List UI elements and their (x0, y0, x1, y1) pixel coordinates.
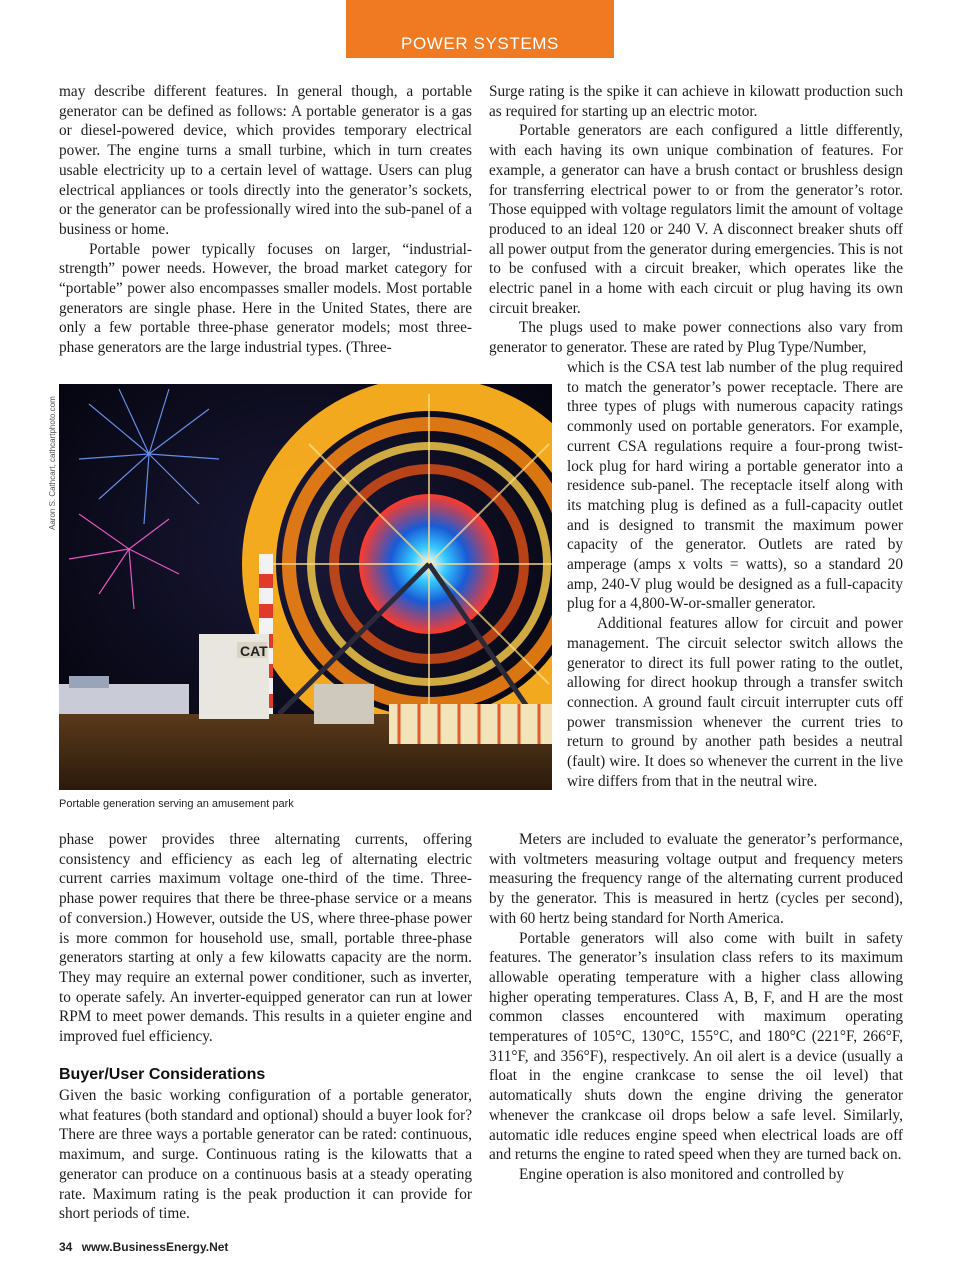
body-paragraph: which is the CSA test lab number of the plug required to match the generator’s power receptacle. There are three types of plugs with numerous capacity ratings commonly used on portable generators. For example, current CSA regulations require a four-prong twist-lock plug for hard wiring a portable generator into a residence sub-panel. The receptacle itself along with its matching plug is defined as a full-capacity outlet and is designed to transmit the maximum power capacity of the generator. Outlets are rated by amperage (amps x volts = watts), so a standard 20 amp, 240-V plug would be designed as a full-capacity plug for a 4,800-W-or-smaller generator. (567, 359, 903, 613)
amusement-park-photo (59, 384, 552, 790)
photo-credit: Aaron S. Cathcart, cathcartphoto.com (48, 396, 57, 530)
left-column-section (59, 1086, 472, 1224)
right-column-inset (567, 358, 903, 791)
body-paragraph: Portable generators are each configured a little differently, with each having its own unique combination of features. For example, a generator can have a brush contact or brushless design for transferring electrical power to or from the generator’s rotor. Those equipped with voltage regulators limit the amount of voltage produced to an ideal 120 or 240 V. A disconnect breaker shuts off all power output from the generator during emergencies. This is not to be confused with a circuit breaker, which operates like the electric panel in a home with each circuit or plug having its own circuit breaker. (489, 122, 903, 317)
photo-illustration (59, 384, 552, 790)
section-title: POWER SYSTEMS (401, 34, 559, 53)
cat-generator (199, 634, 269, 719)
right-column-top (489, 82, 903, 358)
footer-url[interactable]: www.BusinessEnergy.Net (81, 1240, 229, 1254)
body-paragraph: may describe different features. In general though, a portable generator can be defined as follows: A portable generator is a gas or diesel-powered device, which provides temporary electrical power. The engine turns a small turbine, which in turn creates usable electricity up to a certain level of wattage. Users can plug electrical appliances or tools directly into the generator’s sockets, or the generator can be professionally wired into the sub-panel of a business or home. (59, 83, 472, 238)
cat-sign: CAT (240, 643, 268, 659)
left-column-bottom (59, 830, 472, 1047)
photo-caption: Portable generation serving an amusement park (59, 798, 294, 810)
body-paragraph: phase power provides three alternating currents, offering consistency and efficiency as each leg of alternating electric current carries maximum voltage one-third of the time. Three-phase power requires that there be three-phase service or a means of conversion.) However, outside the US, where three-phase power is more common for household use, small, portable three-phase generators starting at only a few kilowatts capacity are the norm. They may require an external power conditioner, such as inverter, to operate safely. An inverter-equipped generator can run at lower RPM to meet power demands. This results in a quieter engine and improved fuel efficiency. (59, 831, 472, 1046)
stairs (314, 684, 374, 724)
body-paragraph: Meters are included to evaluate the generator’s performance, with voltmeters measuring voltage output and frequency meters measuring the frequency range of the alternating current produced by the generator. This is measured in hertz (cycles per second), with 60 hertz being standard for North America. (489, 831, 903, 927)
body-paragraph: Portable generators will also come with built in safety features. The generator’s insulation class refers to its maximum allowable operating temperature with a higher class allowing higher operating temperatures. Class A, B, F, and H are the most common classes encountered with maximum operating temperatures of 105°C, 130°C, 155°C, and 180°C (221°F, 266°F, 311°F, and 356°F), respectively. An oil alert is a device (usually a float in the engine crankcase to sense the oil level) that automatically shuts down the engine driving the generator whenever the crankcase oil drops below a safe level. Similarly, automatic idle reduces engine speed when electrical loads are off and returns the engine to rated speed when they are turned back on. (489, 929, 903, 1164)
section-header-tab (346, 0, 614, 58)
platform-fence (389, 704, 552, 744)
page-footer (59, 1240, 228, 1254)
section-heading: Buyer/User Considerations (59, 1066, 266, 1083)
left-column-top (59, 82, 472, 358)
body-paragraph: Surge rating is the spike it can achieve in kilowatt production such as required for starting up an electric motor. (489, 83, 903, 120)
page-number: 34 (59, 1240, 73, 1254)
body-paragraph: Engine operation is also monitored and controlled by (519, 1165, 844, 1183)
right-column-bottom (489, 830, 903, 1185)
body-paragraph: The plugs used to make power connections also vary from generator to generator. These are rated by Plug Type/Number, (489, 319, 903, 357)
body-paragraph: Additional features allow for circuit and power management. The circuit selector switch allows the generator to direct its full power rating to the outlet, allowing for direct hookup through a transfer switch connection. A ground fault circuit interrupter cuts off power transmission whenever the current tries to return to ground by another path besides a neutral (fault) wire. It does so whenever the current in the live wire differs from that in the neutral wire. (567, 615, 903, 790)
body-paragraph: Given the basic working configuration of a portable generator, what features (both standard and optional) should a buyer look for? There are three ways a portable generator can be rated: continuous, maximum, and surge. Continuous rating is the kilowatts that a generator can produce on a continuous basis at a steady operating rate. Maximum rating is the peak production it can provide for short periods of time. (59, 1087, 472, 1223)
body-paragraph: Portable power typically focuses on larger, “industrial-strength” power needs. However, the broad market category for “portable” power also encompasses smaller models. Most portable generators are single phase. Here in the United States, there are only a few portable three-phase generator models; most three-phase generators are the large industrial types. (Three- (59, 240, 472, 357)
